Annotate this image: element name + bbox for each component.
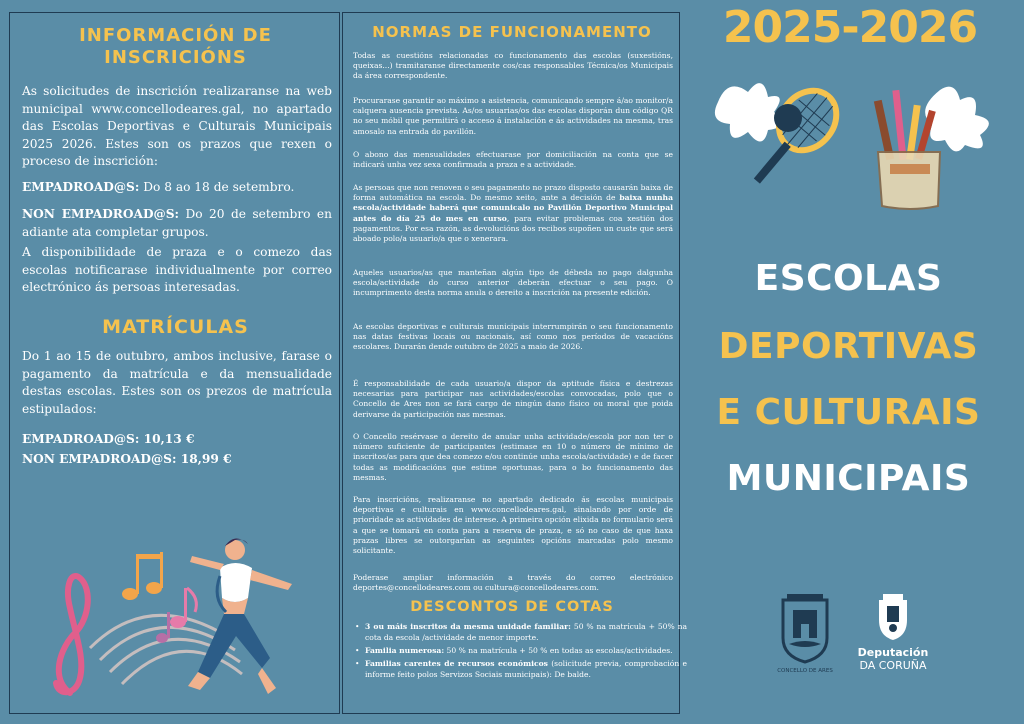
rules-column	[342, 12, 687, 714]
deputacion-coruna-logo	[848, 590, 938, 684]
discount-family-label: 3 ou máis inscritos da mesma unidade familiar:	[365, 622, 571, 631]
price-empadroados: EMPADROAD@S: 10,13 €	[22, 432, 195, 446]
discount-low-income-label: Familias carentes de recursos económicos	[365, 659, 548, 668]
empadroados-text: Do 8 ao 18 de setembro.	[139, 180, 295, 194]
matriculas-text: Do 1 ao 15 de outubro, ambos inclusive, farase o pagamento da matrícula e da mensualidade destas escolas. Estes son os prezos de matrícula estipulados:	[22, 349, 332, 416]
rules-paragraph-2: Procurarase garantir ao máximo a asistencia, comunicando sempre á/ao monitor/a calquera ausencia prevista. As/os usuarias/os das escolas disporán dun código QR no seu móbil que permitirá o acceso á instalación e ás actividades na mesma, tras amosalo na entrada do pavillón.	[353, 96, 673, 136]
deputacion-crest-icon	[873, 590, 913, 642]
deputacion-line1: Deputación	[857, 646, 929, 659]
ares-logo-text: CONCELLO DE ARES	[777, 668, 833, 674]
empadroados-deadline	[22, 179, 332, 197]
concello-ares-logo	[777, 592, 833, 684]
rules-paragraph-3: O abono das mensualidades efectuarase por domiciliación na conta que se indicará unha vez sexa confirmada a praza e a actividade.	[353, 150, 673, 170]
deputacion-line2: DA CORUÑA	[859, 659, 927, 672]
discount-family-text: 50 % na matrícula + 50% na cota da escola /actividade de menor importe.	[365, 622, 687, 642]
availability-note: A disponibilidade de praza e o comezo das escolas notificarase individualmente por correo electrónico ás persoas interesadas.	[22, 245, 332, 294]
rules-paragraph-9: Para inscricións, realizaranse no apartado dedicado ás escolas municipais deportivas e culturais en www.concellodeares.gal, sinalando por orde de prioridade as actividades de interese. A primeira opción elixida no formulario será a que se tomará en conta para a reserva de praza, e só no caso de que haxa prazas libres se outorgarían as seguintes opcións marcadas polo mesmo solicitante.	[353, 495, 673, 556]
rules-paragraph-6: As escolas deportivas e culturais municipais interrumpirán o seu funcionamento nas datas festivas locais ou nacionais, así como nos períodos de vacacións escolares. Durarán dende outubro de 2025 a maio de 2026.	[353, 322, 673, 352]
ares-crest-icon	[777, 592, 833, 664]
discount-large-family-label: Familia numerosa:	[365, 646, 445, 655]
non-empadroados-text: Do 20 de setembro en adiante ata completar grupos.	[22, 207, 332, 239]
rules-paragraph-8: O Concello resérvase o dereito de anular unha actividade/escola por non ter o número suficiente de participantes (estimase en 10 o número de mínimo de inscritos/as para que dea comezo e/ou continúe unha escola/actividade) e de facer todas as modificacións que estime oportunas, para o bo funcionamento das mesmas.	[353, 432, 673, 482]
discounts-list	[353, 621, 687, 682]
matriculas-title: MATRÍCULAS	[102, 316, 249, 338]
rules-paragraph-4	[353, 183, 673, 244]
paint-jar-illustration	[870, 80, 1010, 210]
title-line-culturais: E CULTURAIS	[716, 392, 981, 433]
rules-paragraph-1: Todas as cuestións relacionadas co funcionamento das escolas (suxestións, queixas...) tramitaranse directamente cos/cas responsables Técnica/os Municipais da área correspondente.	[353, 51, 673, 81]
inscriptions-title: INFORMACIÓN DE INSCRICIÓNS	[79, 25, 272, 68]
rules-paragraph-4-bold: baixa nunha escola/actividade haberá que comunicalo no Pavillón Deportivo Municipal antes do día 25 do mes en curso	[353, 193, 673, 223]
title-line-escolas: ESCOLAS	[754, 258, 943, 299]
discount-item-family	[365, 621, 687, 643]
tennis-racket-illustration	[708, 72, 848, 212]
music-dancer-illustration	[30, 528, 320, 708]
empadroados-label: EMPADROAD@S:	[22, 180, 140, 194]
inscriptions-intro: As solicitudes de inscrición realizaranse na web municipal www.concellodeares.gal, no apartado das Escolas Deportivas e Culturais Municipais 2025 2026. Estes son os prazos que rexen o proceso de inscrición:	[22, 84, 332, 168]
rules-paragraph-10: Poderase ampliar información a través do correo electrónico deportes@concellodeares.com ou cultura@concellodeares.com.	[353, 573, 673, 593]
rules-paragraph-4a: As persoas que non renoven o seu pagamento no prazo disposto causarán baixa de forma automática na escola. Do mesmo xeito, ante a decisión de	[353, 183, 673, 203]
discount-low-income-text: (solicitude previa, comprobación e informe feito polos Servizos Sociais municipais): De balde.	[365, 659, 687, 679]
discount-item-large-family	[365, 645, 687, 656]
non-empadroados-deadline	[22, 206, 332, 241]
school-year-title: 2025-2026	[722, 2, 978, 53]
title-line-deportivas: DEPORTIVAS	[718, 326, 979, 367]
discount-item-low-income	[365, 658, 687, 680]
inscriptions-column	[9, 12, 340, 714]
discount-large-family-text: 50 % na matrícula + 50 % en todas as escolas/actividades.	[444, 646, 673, 655]
non-empadroados-label: NON EMPADROAD@S:	[22, 207, 180, 221]
title-line-municipais: MUNICIPAIS	[726, 458, 971, 499]
rules-paragraph-7: É responsabilidade de cada usuario/a dispor da aptitude física e destrezas necesarias para participar nas actividades/escolas convocadas, polo que o Concello de Ares non se fará cargo de ningún dano físico ou moral que poida derivarse da participación nas mesmas.	[353, 379, 673, 419]
rules-title: NORMAS DE FUNCIONAMENTO	[372, 23, 652, 41]
rules-paragraph-5: Aqueles usuarios/as que manteñan algún tipo de débeda no pago dalgunha escola/actividade do curso anterior deberán efectuar o seu pago. O incumprimento desta norma anula o dereito a inscrición na presente edición.	[353, 268, 673, 298]
price-non-empadroados: NON EMPADROAD@S: 18,99 €	[22, 452, 232, 466]
discounts-title: DESCONTOS DE COTAS	[410, 599, 614, 615]
rules-paragraph-4c: , para evitar problemas coa xestión dos pagamentos. Por esa razón, as devolucións dos recibos supoñen un custe que será aboado polo/a usuario/a que o xenerara.	[353, 213, 673, 244]
